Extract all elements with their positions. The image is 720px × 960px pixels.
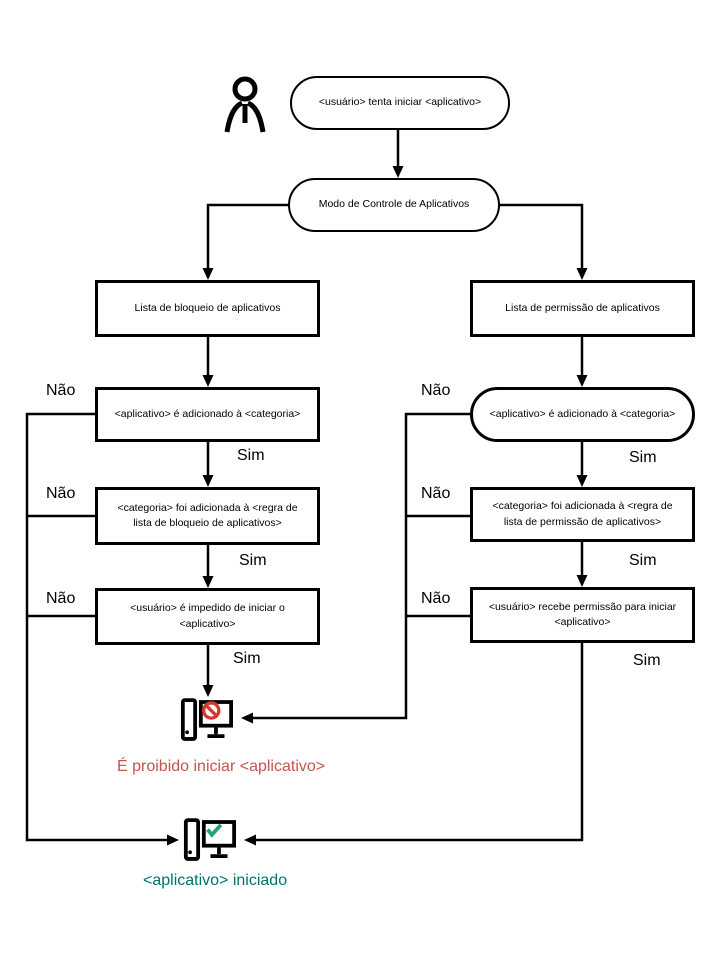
- denylist-result-label: <usuário> é impedido de iniciar o <aplicativo>: [130, 602, 285, 630]
- yes-label: Sim: [633, 652, 661, 669]
- yes-label: Sim: [629, 552, 657, 569]
- no-label: Não: [46, 590, 76, 607]
- allowlist-rule-node: [470, 487, 695, 542]
- start-node: [290, 76, 510, 130]
- allowlist-node: [470, 280, 695, 337]
- denylist-category-label: <aplicativo> é adicionado à <categoria>: [114, 407, 301, 420]
- allowlist-result-label: <usuário> recebe permissão para iniciar <aplicativo>: [488, 600, 677, 628]
- yes-label: Sim: [239, 552, 267, 569]
- allowlist-node-label: Lista de permissão de aplicativos: [505, 301, 660, 314]
- denylist-rule-node: [95, 487, 320, 545]
- yes-label: Sim: [237, 447, 265, 464]
- no-label: Não: [46, 485, 76, 502]
- denylist-node-label: Lista de bloqueio de aplicativos: [134, 301, 281, 314]
- denylist-category-node: [95, 387, 320, 442]
- allowlist-category-label: <aplicativo> é adicionado à <categoria>: [489, 407, 676, 420]
- user-icon: [222, 76, 268, 134]
- mode-node-label: Modo de Controle de Aplicativos: [318, 198, 470, 211]
- denied-outcome-text: É proibido iniciar <aplicativo>: [117, 758, 326, 775]
- no-label: Não: [421, 590, 451, 607]
- allowed-outcome-text: <aplicativo> iniciado: [143, 872, 288, 889]
- mode-node: [288, 178, 500, 232]
- denylist-node: [95, 280, 320, 337]
- no-label: Não: [421, 382, 451, 399]
- yes-label: Sim: [629, 449, 657, 466]
- yes-label: Sim: [233, 650, 261, 667]
- computer-started-icon: [183, 816, 236, 864]
- no-label: Não: [421, 485, 451, 502]
- no-label: Não: [46, 382, 76, 399]
- start-node-label: <usuário> tenta iniciar <aplicativo>: [318, 96, 482, 109]
- computer-blocked-icon: [180, 696, 233, 744]
- denylist-rule-label: <categoria> foi adicionada à <regra de lista de bloqueio de aplicativos>: [117, 501, 298, 529]
- allowlist-category-node: [470, 387, 695, 442]
- denylist-result-node: [95, 588, 320, 645]
- allowlist-rule-label: <categoria> foi adicionada à <regra de lista de permissão de aplicativos>: [492, 500, 673, 528]
- allowlist-result-node: [470, 587, 695, 643]
